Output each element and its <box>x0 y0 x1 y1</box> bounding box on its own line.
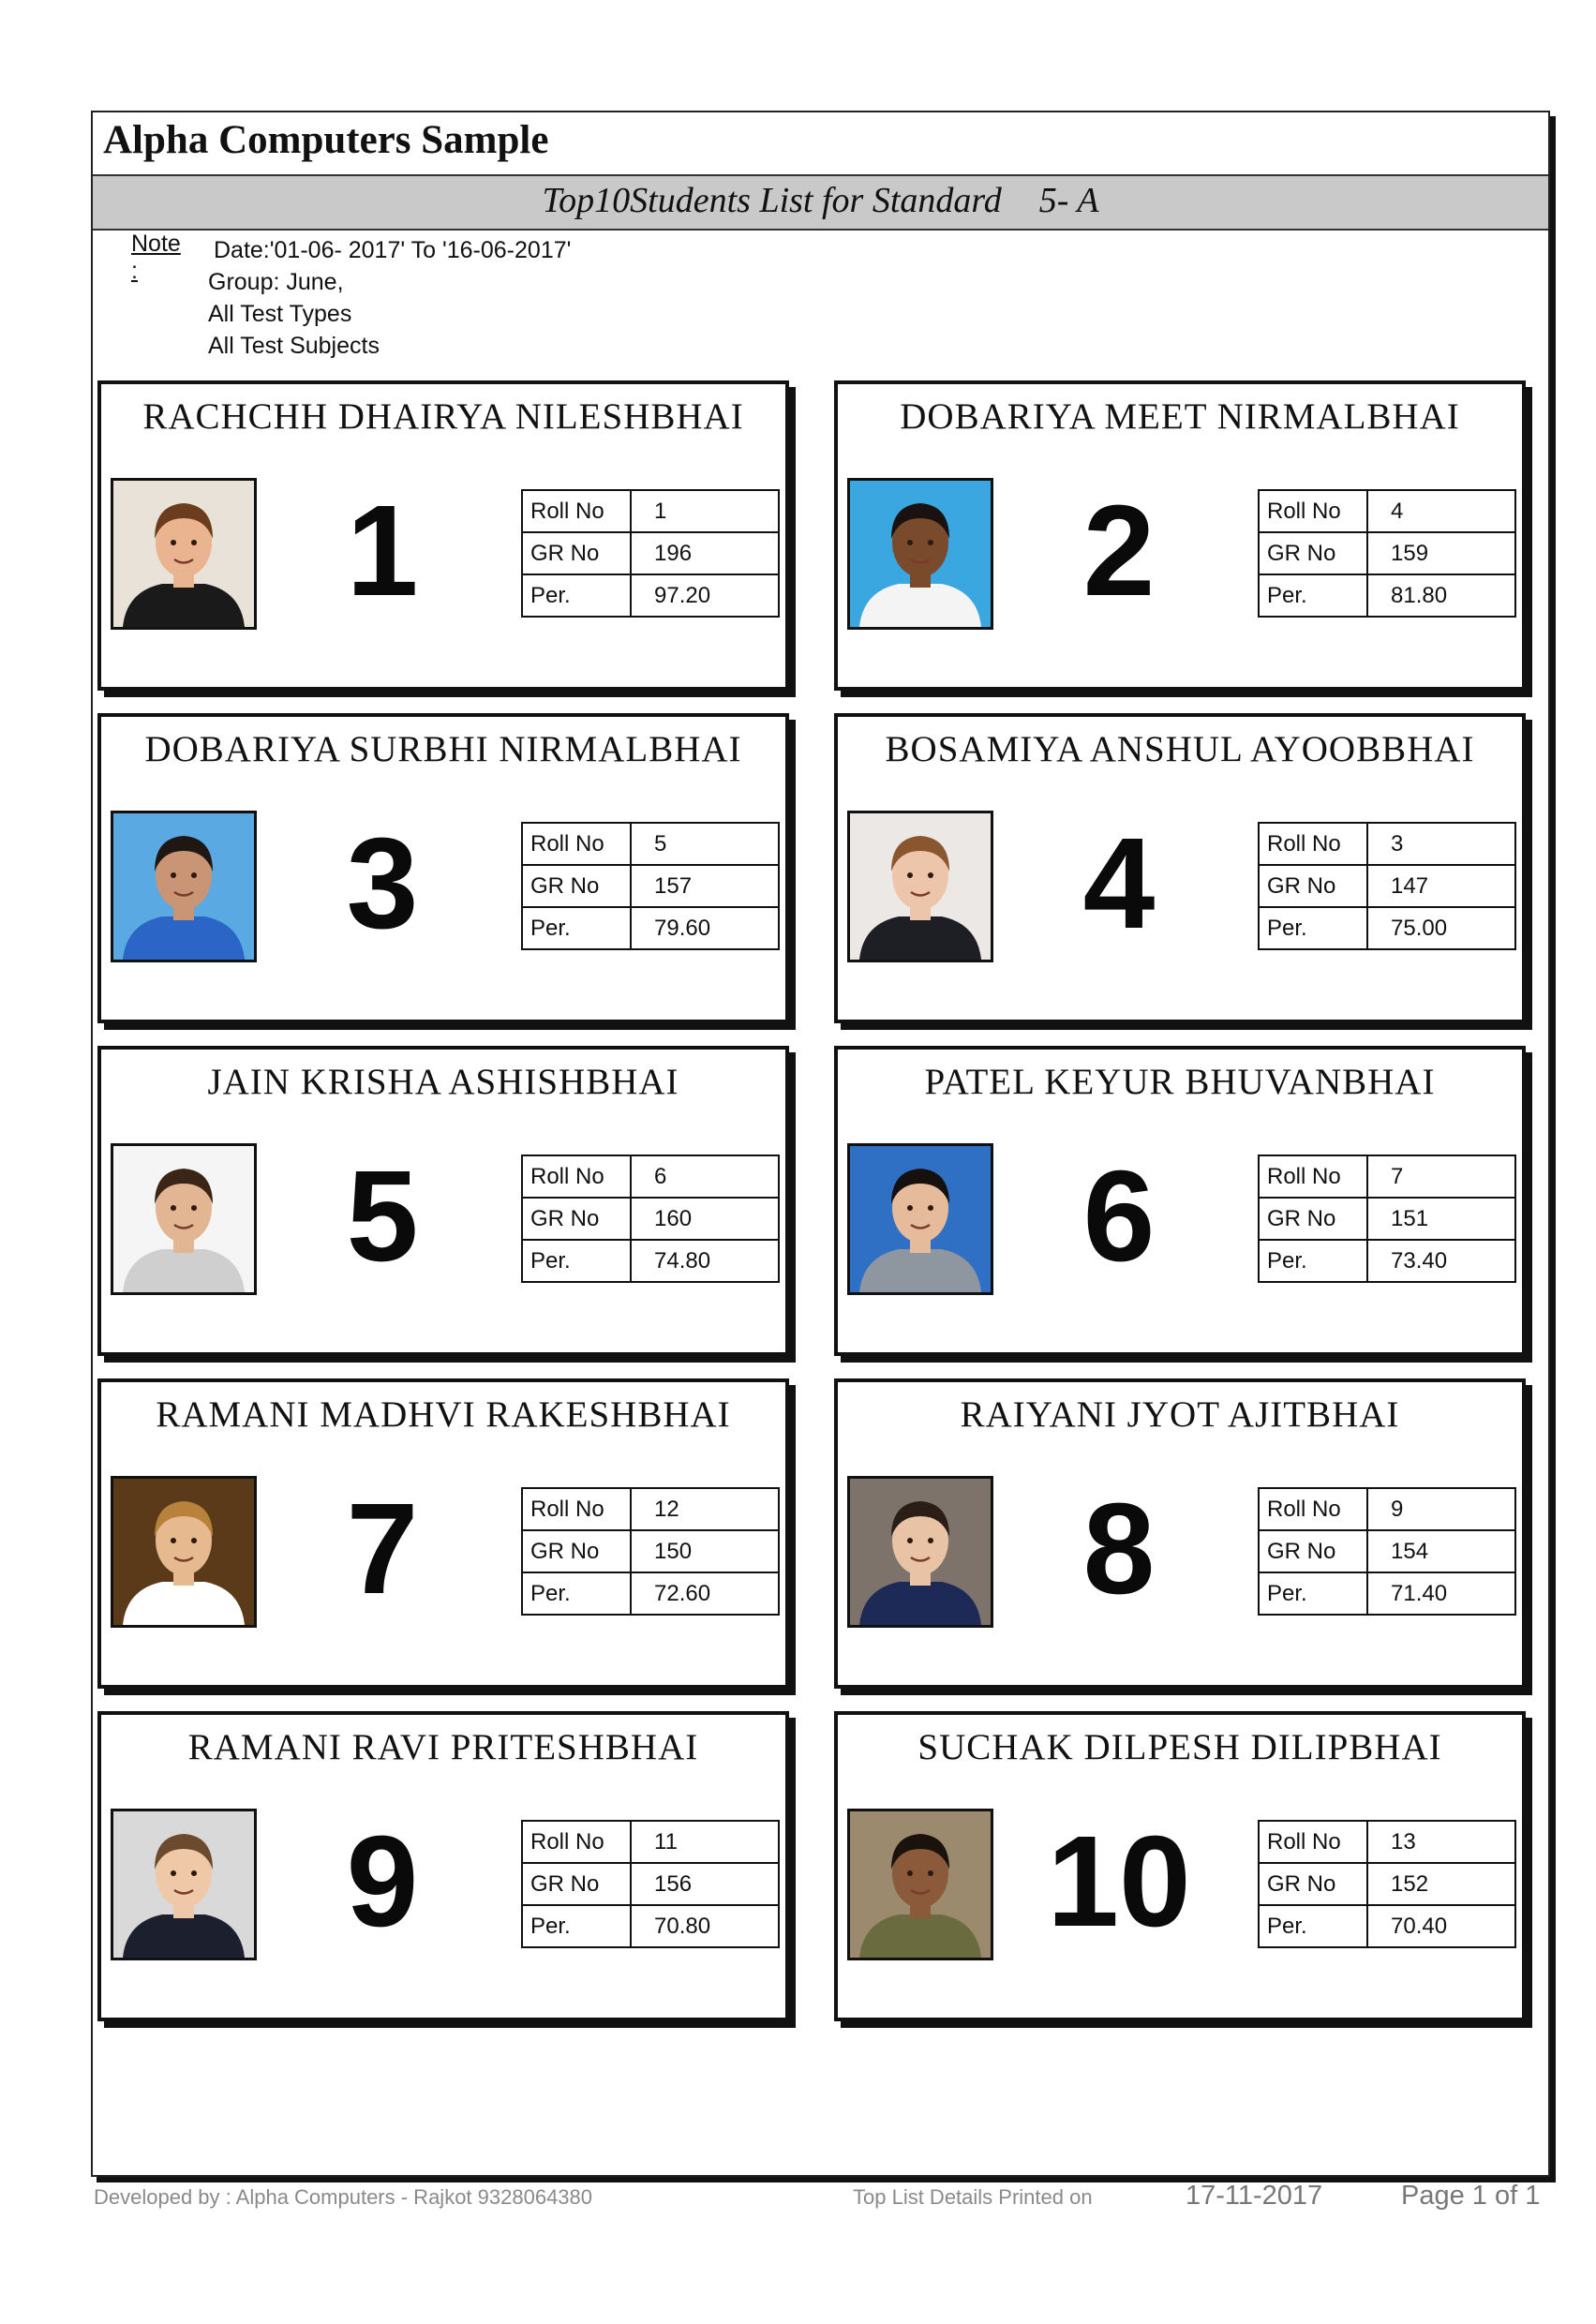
gr-no-value: 151 <box>1367 1198 1515 1240</box>
portrait-icon <box>850 1479 991 1625</box>
roll-no-label: Roll No <box>1259 1155 1367 1198</box>
gr-no-value: 147 <box>1367 865 1515 907</box>
student-photo <box>111 1143 257 1295</box>
percentage-value: 70.40 <box>1367 1905 1515 1947</box>
student-photo <box>847 1143 993 1295</box>
roll-no-value: 13 <box>1367 1821 1515 1863</box>
percentage-value: 72.60 <box>631 1572 779 1615</box>
roll-no-label: Roll No <box>522 490 631 532</box>
student-card <box>97 1378 789 1689</box>
report-title-text: Top10Students List for Standard <box>542 181 1002 220</box>
portrait-icon <box>850 481 991 627</box>
student-card <box>834 380 1526 691</box>
gr-no-value: 152 <box>1367 1863 1515 1905</box>
roll-no-label: Roll No <box>522 1821 631 1863</box>
info-row-percentage <box>522 1905 779 1947</box>
percentage-label: Per. <box>1259 1572 1367 1615</box>
student-card <box>97 380 789 691</box>
percentage-value: 74.80 <box>631 1240 779 1282</box>
percentage-label: Per. <box>522 1240 631 1282</box>
info-row-roll-no <box>522 823 779 865</box>
student-photo <box>111 811 257 962</box>
info-row-gr-no <box>1259 532 1515 574</box>
percentage-label: Per. <box>522 907 631 949</box>
roll-no-value: 7 <box>1367 1155 1515 1198</box>
info-row-gr-no <box>522 1198 779 1240</box>
student-photo <box>847 478 993 630</box>
percentage-value: 71.40 <box>1367 1572 1515 1615</box>
roll-no-value: 9 <box>1367 1488 1515 1530</box>
printed-date: 17-11-2017 <box>1186 2181 1323 2211</box>
rank-number: 1 <box>346 479 419 623</box>
percentage-label: Per. <box>522 1905 631 1947</box>
student-name: SUCHAK DILPESH DILIPBHAI <box>917 1727 1442 1767</box>
student-photo <box>847 1809 993 1960</box>
info-row-roll-no <box>1259 1155 1515 1198</box>
info-row-gr-no <box>1259 1530 1515 1572</box>
student-info-table <box>521 1155 780 1283</box>
student-info-table <box>1258 1820 1516 1948</box>
gr-no-value: 150 <box>631 1530 779 1572</box>
gr-no-label: GR No <box>1259 1530 1367 1572</box>
percentage-value: 97.20 <box>631 574 779 617</box>
roll-no-value: 3 <box>1367 823 1515 865</box>
gr-no-value: 159 <box>1367 532 1515 574</box>
student-info-table <box>1258 1487 1516 1616</box>
student-card <box>97 713 789 1023</box>
info-row-percentage <box>1259 1240 1515 1282</box>
rank-number: 2 <box>1082 479 1156 623</box>
rank-number: 5 <box>346 1144 419 1289</box>
gr-no-value: 154 <box>1367 1530 1515 1572</box>
roll-no-label: Roll No <box>1259 1821 1367 1863</box>
roll-no-value: 12 <box>631 1488 779 1530</box>
info-row-gr-no <box>522 1863 779 1905</box>
note-test-subjects: All Test Subjects <box>208 333 380 359</box>
note-label: Note : <box>131 231 181 284</box>
roll-no-label: Roll No <box>1259 823 1367 865</box>
student-photo <box>111 478 257 630</box>
rank-number: 9 <box>346 1810 419 1954</box>
student-card <box>97 1046 789 1356</box>
info-row-gr-no <box>522 532 779 574</box>
roll-no-label: Roll No <box>522 1155 631 1198</box>
student-info-table <box>521 1820 780 1948</box>
info-row-gr-no <box>1259 1863 1515 1905</box>
student-photo <box>847 811 993 962</box>
rank-number: 3 <box>346 812 419 956</box>
percentage-value: 73.40 <box>1367 1240 1515 1282</box>
student-card <box>834 1711 1526 2021</box>
student-name: JAIN KRISHA ASHISHBHAI <box>207 1062 679 1102</box>
info-row-percentage <box>522 907 779 949</box>
percentage-value: 70.80 <box>631 1905 779 1947</box>
student-name: DOBARIYA SURBHI NIRMALBHAI <box>144 729 742 769</box>
standard-label: 5- A <box>1038 181 1099 220</box>
info-row-roll-no <box>522 1488 779 1530</box>
info-row-roll-no <box>522 490 779 532</box>
portrait-icon <box>113 481 254 627</box>
student-name: RACHCHH DHAIRYA NILESHBHAI <box>142 396 744 437</box>
gr-no-label: GR No <box>1259 1198 1367 1240</box>
info-row-roll-no <box>1259 823 1515 865</box>
portrait-icon <box>113 1146 254 1292</box>
gr-no-label: GR No <box>522 1198 631 1240</box>
portrait-icon <box>850 813 991 960</box>
info-row-roll-no <box>522 1821 779 1863</box>
student-info-table <box>1258 489 1516 618</box>
rank-number: 4 <box>1082 812 1156 956</box>
percentage-label: Per. <box>1259 1240 1367 1282</box>
gr-no-label: GR No <box>522 1530 631 1572</box>
info-row-percentage <box>1259 1572 1515 1615</box>
gr-no-value: 156 <box>631 1863 779 1905</box>
info-row-roll-no <box>522 1155 779 1198</box>
info-row-gr-no <box>1259 865 1515 907</box>
note-date-range: Date:'01-06- 2017' To '16-06-2017' <box>214 237 572 263</box>
info-row-percentage <box>1259 907 1515 949</box>
student-name: RAMANI RAVI PRITESHBHAI <box>187 1727 699 1767</box>
percentage-value: 79.60 <box>631 907 779 949</box>
student-name: RAIYANI JYOT AJITBHAI <box>960 1394 1400 1435</box>
company-name: Alpha Computers Sample <box>103 118 549 162</box>
student-photo <box>111 1476 257 1628</box>
student-name: BOSAMIYA ANSHUL AYOOBBHAI <box>885 729 1475 769</box>
roll-no-label: Roll No <box>1259 490 1367 532</box>
info-row-percentage <box>522 574 779 617</box>
info-row-percentage <box>1259 1905 1515 1947</box>
gr-no-label: GR No <box>1259 865 1367 907</box>
portrait-icon <box>113 813 254 960</box>
student-info-table <box>521 489 780 618</box>
gr-no-value: 160 <box>631 1198 779 1240</box>
roll-no-value: 5 <box>631 823 779 865</box>
info-row-gr-no <box>522 865 779 907</box>
developer-credit: Developed by : Alpha Computers - Rajkot 9328064380 <box>94 2185 593 2209</box>
rank-number: 6 <box>1082 1144 1156 1289</box>
student-info-table <box>521 822 780 950</box>
roll-no-value: 1 <box>631 490 779 532</box>
portrait-icon <box>113 1811 254 1958</box>
portrait-icon <box>850 1811 991 1958</box>
portrait-icon <box>850 1146 991 1292</box>
roll-no-value: 6 <box>631 1155 779 1198</box>
percentage-label: Per. <box>1259 574 1367 617</box>
note-test-types: All Test Types <box>208 301 352 327</box>
info-row-roll-no <box>1259 1488 1515 1530</box>
info-row-percentage <box>522 1240 779 1282</box>
student-card <box>97 1711 789 2021</box>
rank-number: 8 <box>1082 1477 1156 1621</box>
student-photo <box>847 1476 993 1628</box>
gr-no-label: GR No <box>1259 532 1367 574</box>
student-card <box>834 1046 1526 1356</box>
student-info-table <box>1258 1155 1516 1283</box>
gr-no-label: GR No <box>522 865 631 907</box>
roll-no-value: 4 <box>1367 490 1515 532</box>
info-row-gr-no <box>522 1530 779 1572</box>
percentage-value: 75.00 <box>1367 907 1515 949</box>
gr-no-label: GR No <box>522 1863 631 1905</box>
info-row-roll-no <box>1259 490 1515 532</box>
portrait-icon <box>113 1479 254 1625</box>
info-row-roll-no <box>1259 1821 1515 1863</box>
page-number: Page 1 of 1 <box>1401 2181 1541 2211</box>
student-info-table <box>1258 822 1516 950</box>
info-row-gr-no <box>1259 1198 1515 1240</box>
student-name: DOBARIYA MEET NIRMALBHAI <box>900 396 1460 437</box>
percentage-value: 81.80 <box>1367 574 1515 617</box>
gr-no-label: GR No <box>1259 1863 1367 1905</box>
student-info-table <box>521 1487 780 1616</box>
student-card <box>834 713 1526 1023</box>
percentage-label: Per. <box>1259 907 1367 949</box>
rank-number: 10 <box>1047 1810 1191 1954</box>
student-name: PATEL KEYUR BHUVANBHAI <box>924 1062 1436 1102</box>
gr-no-value: 157 <box>631 865 779 907</box>
rank-number: 7 <box>346 1477 419 1621</box>
roll-no-label: Roll No <box>1259 1488 1367 1530</box>
gr-no-value: 196 <box>631 532 779 574</box>
note-group: Group: June, <box>208 269 344 295</box>
percentage-label: Per. <box>522 574 631 617</box>
student-name: RAMANI MADHVI RAKESHBHAI <box>156 1394 731 1435</box>
gr-no-label: GR No <box>522 532 631 574</box>
percentage-label: Per. <box>522 1572 631 1615</box>
student-card <box>834 1378 1526 1689</box>
info-row-percentage <box>522 1572 779 1615</box>
info-row-percentage <box>1259 574 1515 617</box>
roll-no-value: 11 <box>631 1821 779 1863</box>
student-photo <box>111 1809 257 1960</box>
roll-no-label: Roll No <box>522 1488 631 1530</box>
percentage-label: Per. <box>1259 1905 1367 1947</box>
roll-no-label: Roll No <box>522 823 631 865</box>
printed-label: Top List Details Printed on <box>853 2185 1093 2209</box>
